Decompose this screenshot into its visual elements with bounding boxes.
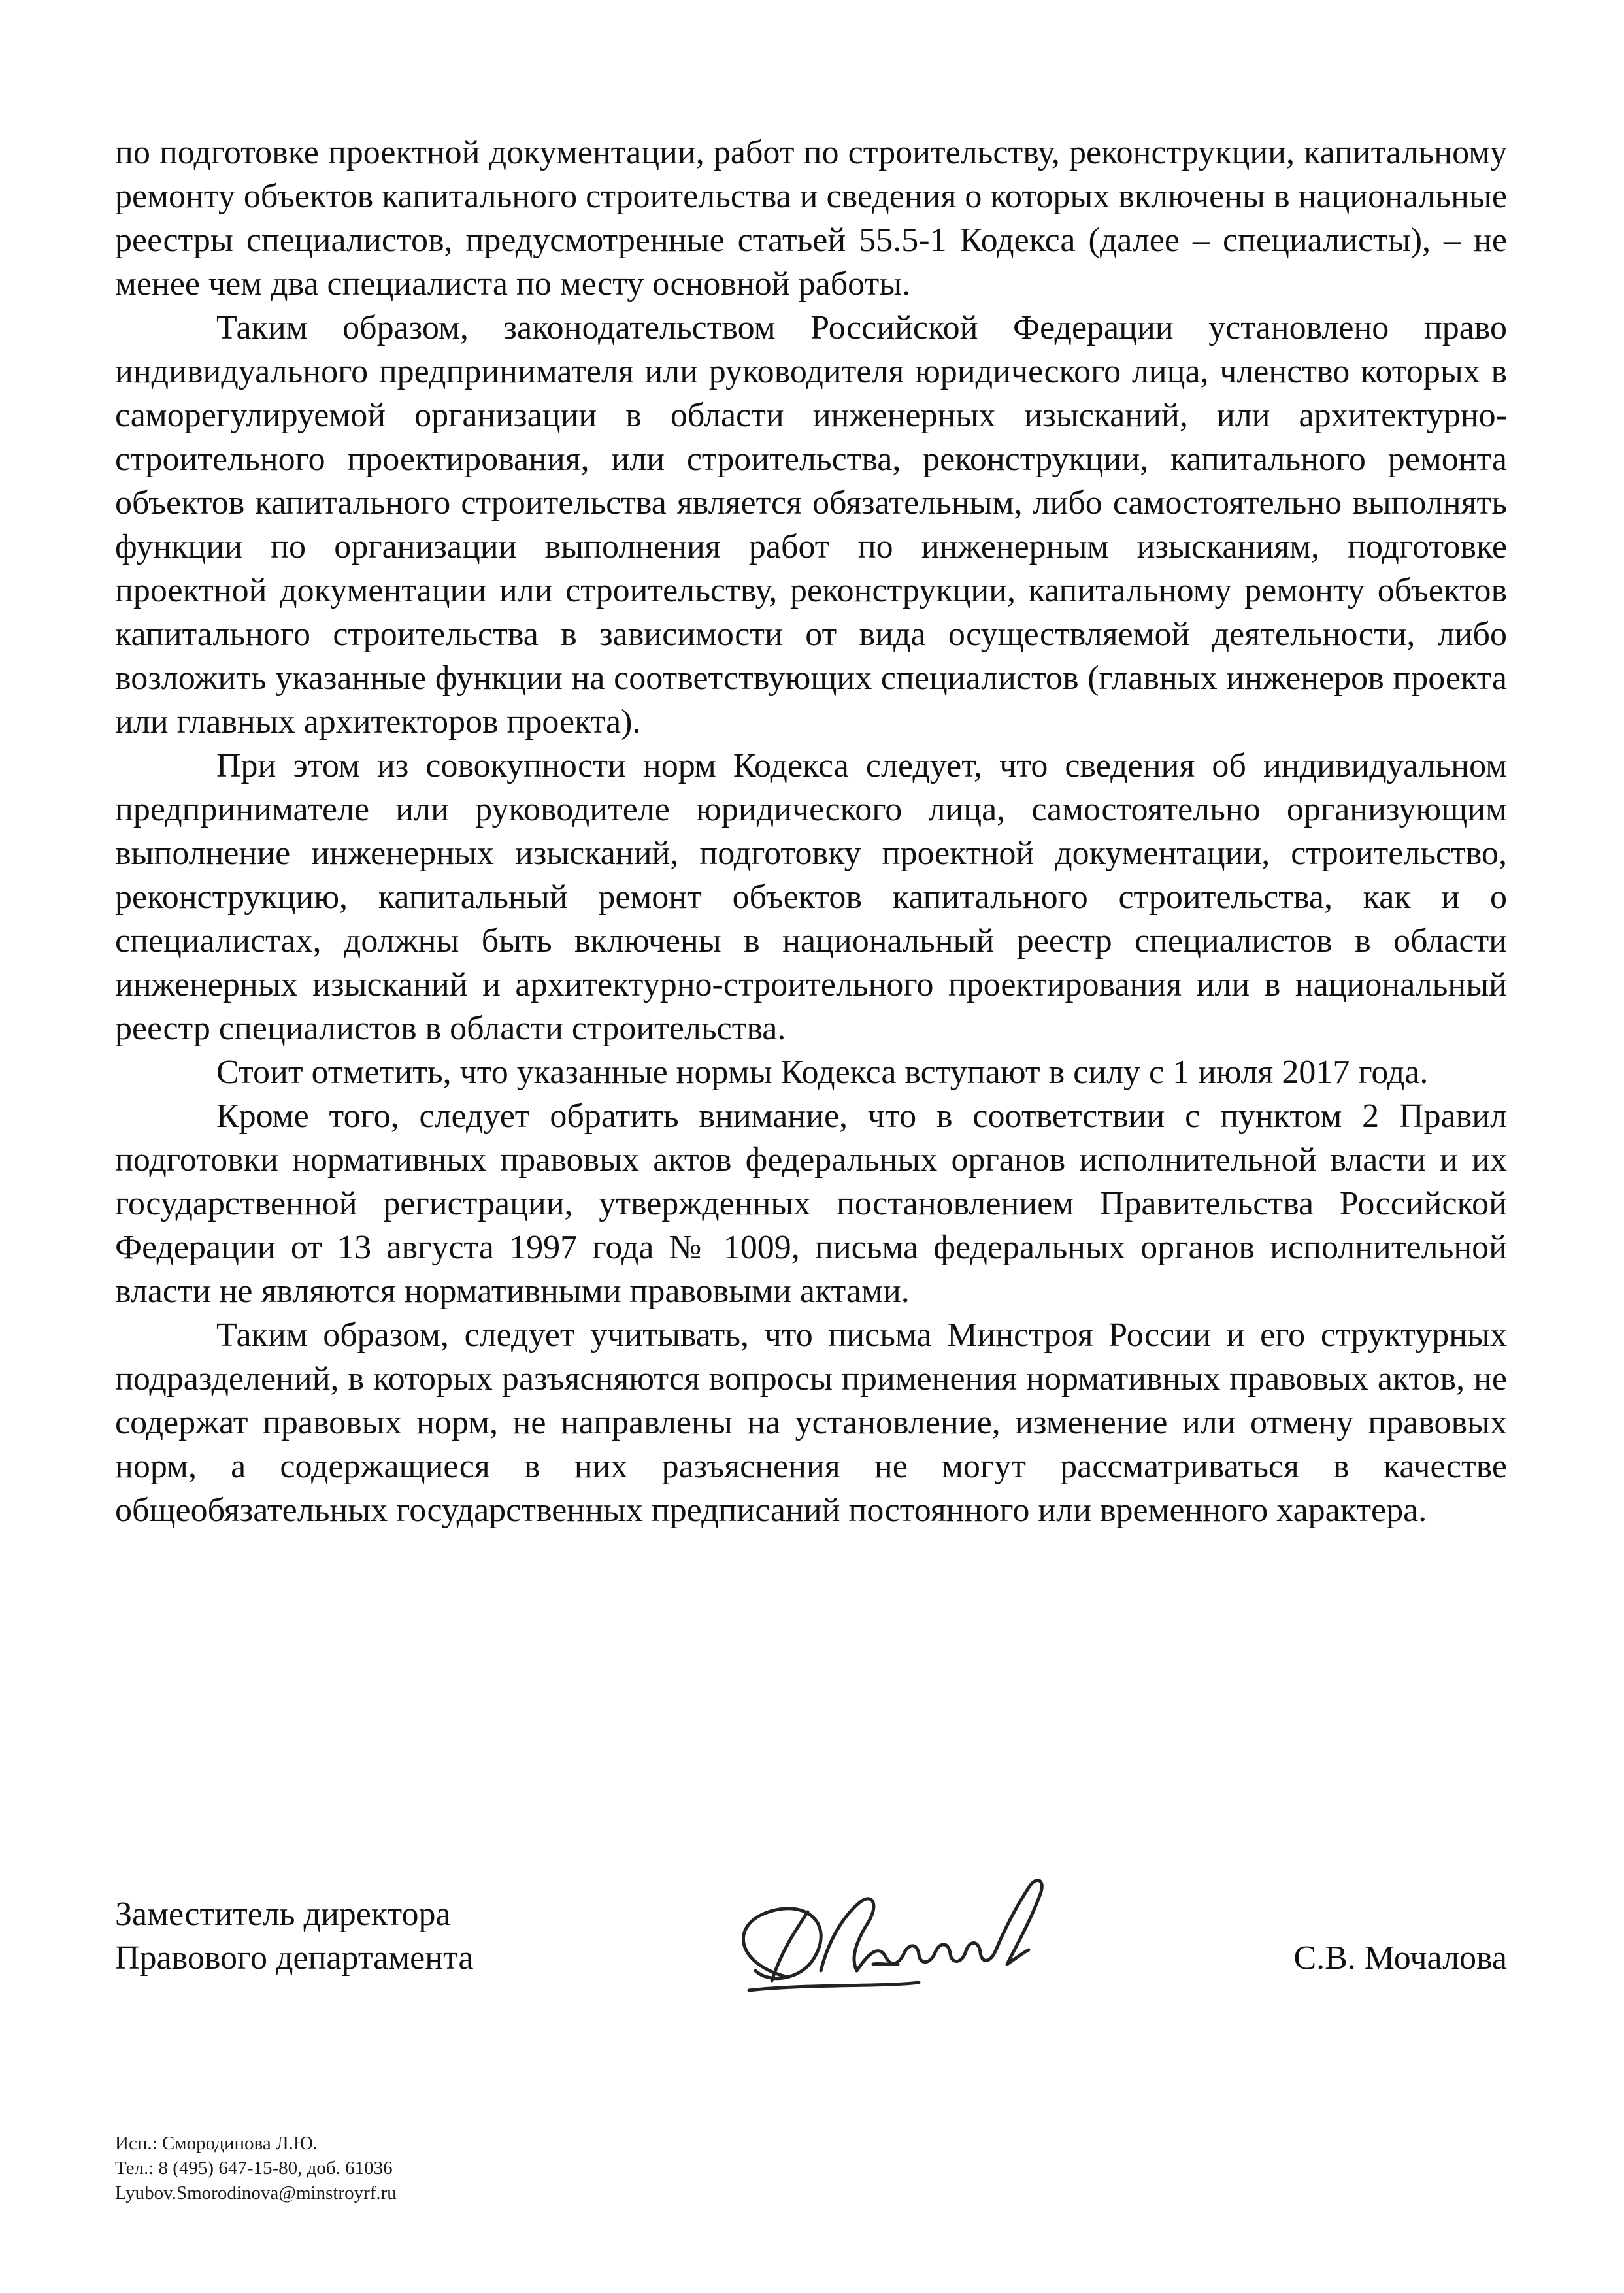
handwritten-signature-icon xyxy=(710,1866,1076,2010)
executor-name: Исп.: Смородинова Л.Ю. xyxy=(115,2133,318,2154)
paragraph-legislation-right: Таким образом, законодательством Российской Федерации установлено право индивидуального предпринимателя или руководителя юридического лица, членство которых в саморегулируемой организации в области инженерных изысканий, или архитектурно-строительного проектирования, или строительства, реконструкции, капитального ремонта объектов капитального строительства является обязательным, либо самостоятельно выполнять функции по организации выполнения работ по инженерным изысканиям, подготовке проектной документации или строительству, реконструкции, капитальному ремонту объектов капитального строительства в зависимости от вида осуществляемой деятельности, либо возложить указанные функции на соответствующих специалистов (главных инженеров проекта или главных архитекторов проекта). xyxy=(115,309,1507,741)
signatory-name: С.В. Мочалова xyxy=(1293,1939,1507,1977)
executor-email: Lyubov.Smorodinova@minstroyrf.ru xyxy=(115,2183,397,2203)
signatory-position xyxy=(115,1892,474,1980)
executor-phone: Тел.: 8 (495) 647-15-80, доб. 61036 xyxy=(115,2158,393,2179)
paragraph-letters-status: Таким образом, следует учитывать, что письма Минстроя России и его структурных подразделений, в которых разъясняются вопросы применения нормативных правовых актов, не содержат правовых норм, не направлены на установление, изменение или отмену правовых норм, а содержащиеся в них разъяснения не могут рассматриваться в качестве общеобязательных государственных предписаний постоянного или временного характера. xyxy=(115,1316,1507,1529)
signatory-position-line1: Заместитель директора xyxy=(115,1896,451,1933)
letter-body xyxy=(115,131,1507,1532)
signature-block xyxy=(115,1892,1507,2036)
paragraph-continuation: по подготовке проектной документации, работ по строительству, реконструкции, капитальному ремонту объектов капитального строительства и сведения о которых включены в национальные реестры специалистов, предусмотренные статьей 55.5-1 Кодекса (далее – специалисты), – не менее чем два специалиста по месту основной работы. xyxy=(115,134,1507,303)
signatory-position-line2: Правового департамента xyxy=(115,1939,474,1977)
paragraph-rules-reference: Кроме того, следует обратить внимание, что в соответствии с пунктом 2 Правил подготовки нормативных правовых актов федеральных органов исполнительной власти и их государственной регистрации, утвержденных постановлением Правительства Российской Федерации от 13 августа 1997 года № 1009, письма федеральных органов исполнительной власти не являются нормативными правовыми актами. xyxy=(115,1097,1507,1310)
executor-info xyxy=(115,2131,397,2205)
paragraph-registry-requirement: При этом из совокупности норм Кодекса следует, что сведения об индивидуальном предпринимателе или руководителе юридического лица, самостоятельно организующим выполнение инженерных изысканий, подготовку проектной документации, строительство, реконструкцию, капитальный ремонт объектов капитального строительства, как и о специалистах, должны быть включены в национальный реестр специалистов в области инженерных изысканий и архитектурно-строительного проектирования или в национальный реестр специалистов в области строительства. xyxy=(115,747,1507,1047)
paragraph-effective-date: Стоит отметить, что указанные нормы Кодекса вступают в силу с 1 июля 2017 года. xyxy=(216,1054,1429,1091)
